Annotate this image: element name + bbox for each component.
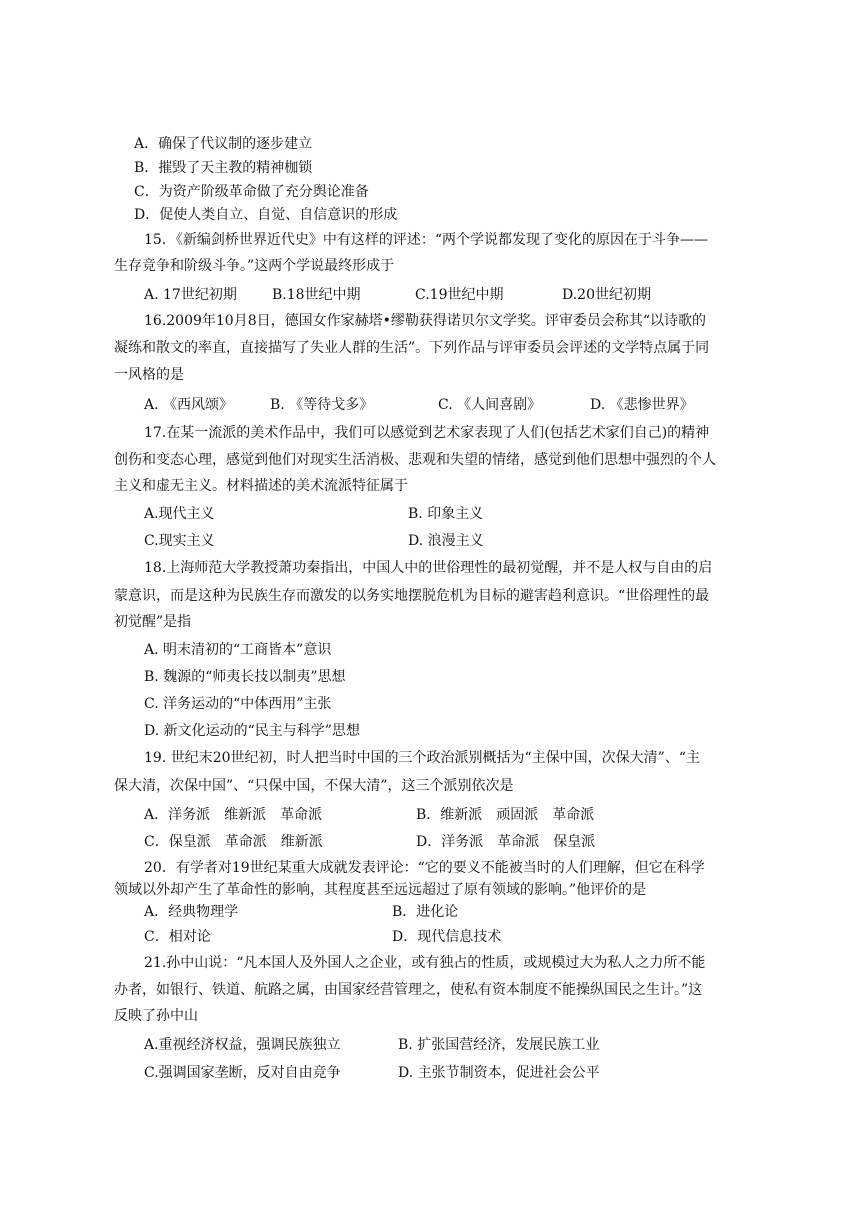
q18-stem-line: 蒙意识，而是这种为民族生存而激发的以务实地摆脱危机为目标的避害趋利意识。“世俗理性的最 <box>114 588 710 604</box>
q18-option-d: D. 新文化运动的“民主与科学”思想 <box>144 723 360 739</box>
q19-option-d: D．洋务派 革命派 保皇派 <box>416 834 596 850</box>
q20-stem-line: 领域以外却产生了革命性的影响，其程度甚至远远超过了原有领域的影响。”他评价的是 <box>114 882 647 898</box>
q21-option-b: B. 扩张国营经济，发展民族工业 <box>398 1037 600 1053</box>
q16-option-d: D. 《悲惨世界》 <box>590 397 694 413</box>
q17-option-b: B. 印象主义 <box>408 506 484 522</box>
q20-option-a: A．经典物理学 <box>144 904 239 920</box>
q21-stem-line: 办者，如银行、铁道、航路之属，由国家经营管理之，使私有资本制度不能操纵国民之生计。”这 <box>114 982 703 998</box>
q17-stem-line: 17.在某一流派的美术作品中，我们可以感觉到艺术家表现了人们(包括艺术家们自己)的精神 <box>144 425 710 441</box>
q21-option-c: C.强调国家垄断，反对自由竞争 <box>144 1065 341 1081</box>
q19-option-a: A．洋务派 维新派 革命派 <box>144 807 323 823</box>
q17-option-c: C.现实主义 <box>144 533 215 549</box>
q16-stem-line: 凝练和散文的率直，直接描写了失业人群的生活”。下列作品与评审委员会评述的文学特点属于同 <box>114 340 710 356</box>
q16-option-b: B. 《等待戈多》 <box>270 397 374 413</box>
q17-stem-line: 主义和虚无主义。材料描述的美术流派特征属于 <box>114 478 408 494</box>
q19-option-b: B．维新派 顽固派 革命派 <box>416 807 595 823</box>
q14-option-c: C．为资产阶级革命做了充分舆论准备 <box>134 184 369 200</box>
q21-option-d: D. 主张节制资本，促进社会公平 <box>398 1065 600 1081</box>
q18-option-b: B. 魏源的“师夷长技以制夷”思想 <box>144 669 346 685</box>
q16-stem-line: 一风格的是 <box>114 367 184 383</box>
q15-stem-line: 15．《新编剑桥世界近代史》中有这样的评述：“两个学说都发现了变化的原因在于斗争—— <box>144 232 708 248</box>
q20-option-b: B．进化论 <box>392 904 459 920</box>
q17-stem-line: 创伤和变态心理，感觉到他们对现实生活消极、悲观和失望的情绪，感觉到他们思想中强烈的个人 <box>114 452 716 468</box>
q19-option-c: C．保皇派 革命派 维新派 <box>144 834 323 850</box>
q15-option-c: C.19世纪中期 <box>415 287 504 303</box>
q15-option-a: A. 17世纪初期 <box>144 287 237 303</box>
q16-option-a: A. 《西风颂》 <box>144 397 234 413</box>
q14-option-d: D．促使人类自立、自觉、自信意识的形成 <box>134 207 398 223</box>
q16-stem-line: 16.2009年10月8日，德国女作家赫塔•缪勒获得诺贝尔文学奖。评审委员会称其“以诗歌的 <box>144 313 707 329</box>
q20-option-d: D．现代信息技术 <box>392 929 502 945</box>
q18-option-a: A. 明末清初的“工商皆本”意识 <box>144 642 332 658</box>
q21-stem-line: 反映了孙中山 <box>114 1008 198 1024</box>
q17-option-a: A.现代主义 <box>144 506 215 522</box>
q21-option-a: A.重视经济权益，强调民族独立 <box>144 1037 341 1053</box>
q15-option-b: B.18世纪中期 <box>272 287 361 303</box>
q14-option-a: A．确保了代议制的逐步建立 <box>134 136 313 152</box>
q15-option-d: D.20世纪初期 <box>562 287 651 303</box>
q14-option-b: B．摧毁了天主教的精神枷锁 <box>134 160 313 176</box>
q19-stem-line: 保大清，次保中国”、“只保中国，不保大清”，这三个派别依次是 <box>114 778 514 794</box>
q15-stem-line: 生存竞争和阶级斗争。”这两个学说最终形成于 <box>114 258 395 274</box>
q19-stem-line: 19. 世纪末20世纪初，时人把当时中国的三个政治派别概括为“主保中国，次保大清”、“主 <box>144 750 700 766</box>
q21-stem-line: 21.孙中山说：“凡本国人及外国人之企业，或有独占的性质，或规模过大为私人之力所不能 <box>144 955 706 971</box>
q18-option-c: C. 洋务运动的“中体西用”主张 <box>144 696 332 712</box>
q16-option-c: C. 《人间喜剧》 <box>438 397 542 413</box>
q20-option-c: C．相对论 <box>144 929 211 945</box>
q18-stem-line: 18.上海师范大学教授萧功秦指出，中国人中的世俗理性的最初觉醒，并不是人权与自由的启 <box>144 560 713 576</box>
q18-stem-line: 初觉醒”是指 <box>114 614 192 630</box>
q20-stem-line: 20．有学者对19世纪某重大成就发表评论：“它的要义不能被当时的人们理解，但它在科学 <box>144 860 705 876</box>
q17-option-d: D. 浪漫主义 <box>408 533 484 549</box>
